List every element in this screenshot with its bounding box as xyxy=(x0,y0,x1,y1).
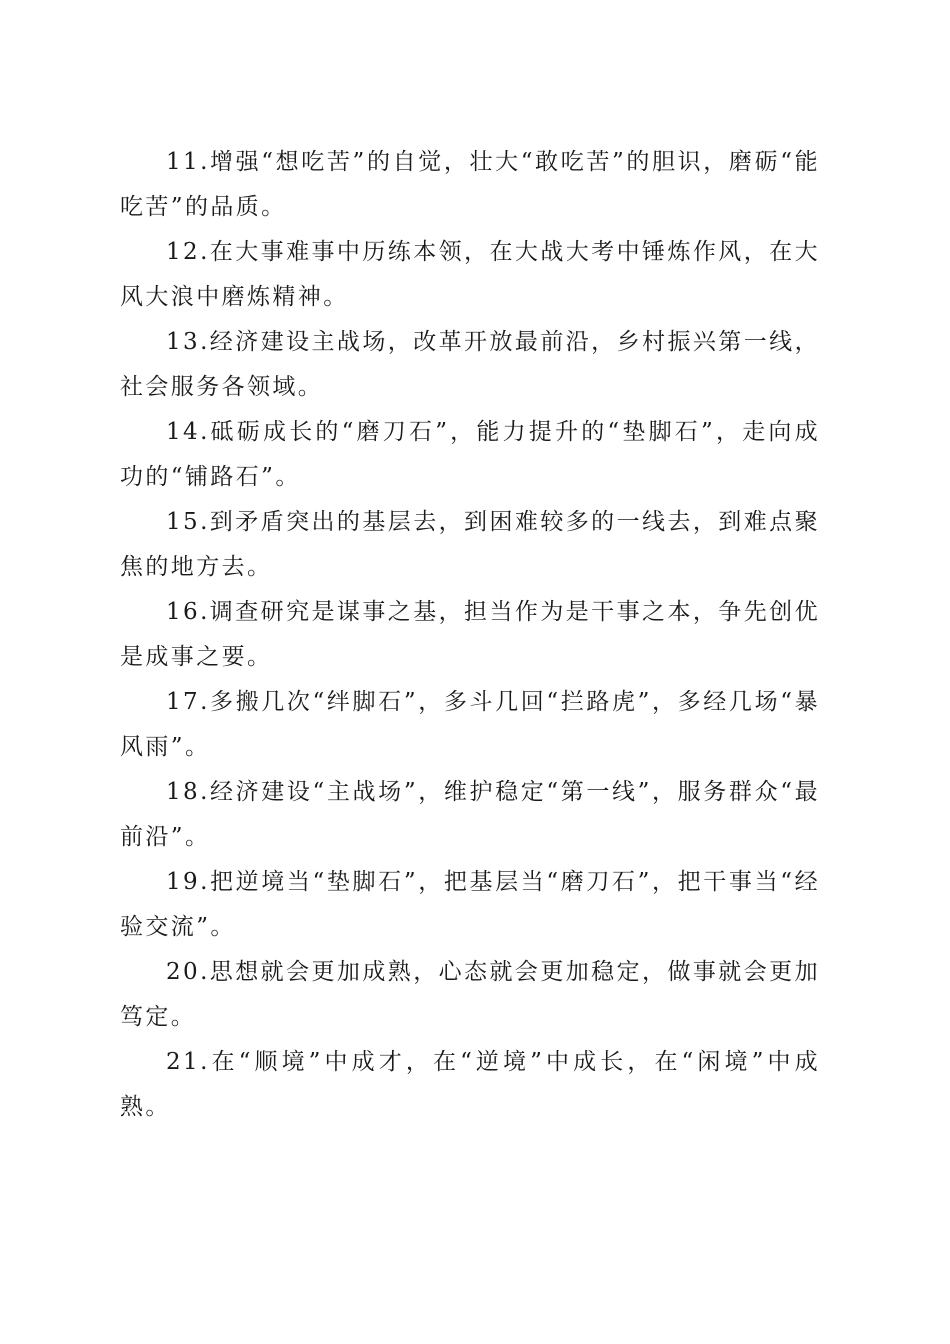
paragraph-item-15: 15.到矛盾突出的基层去，到困难较多的一线去，到难点聚焦的地方去。 xyxy=(120,509,820,580)
paragraph-item-16: 16.调查研究是谋事之基，担当作为是干事之本，争先创优是成事之要。 xyxy=(120,599,820,670)
paragraph-item-14: 14.砥砺成长的“磨刀石”，能力提升的“垫脚石”，走向成功的“铺路石”。 xyxy=(120,419,820,490)
paragraph-item-11: 11.增强“想吃苦”的自觉，壮大“敢吃苦”的胆识，磨砺“能吃苦”的品质。 xyxy=(120,149,820,220)
paragraph-item-20: 20.思想就会更加成熟，心态就会更加稳定，做事就会更加笃定。 xyxy=(120,959,820,1030)
paragraph-item-19: 19.把逆境当“垫脚石”，把基层当“磨刀石”，把干事当“经验交流”。 xyxy=(120,869,820,940)
paragraph-item-17: 17.多搬几次“绊脚石”，多斗几回“拦路虎”，多经几场“暴风雨”。 xyxy=(120,689,820,760)
document-body xyxy=(120,140,820,1130)
paragraph-item-12: 12.在大事难事中历练本领，在大战大考中锤炼作风，在大风大浪中磨炼精神。 xyxy=(120,239,820,310)
paragraph-item-18: 18.经济建设“主战场”，维护稳定“第一线”，服务群众“最前沿”。 xyxy=(120,779,820,850)
paragraph-item-21: 21.在“顺境”中成才，在“逆境”中成长，在“闲境”中成熟。 xyxy=(120,1049,820,1120)
paragraph-item-13: 13.经济建设主战场，改革开放最前沿，乡村振兴第一线，社会服务各领域。 xyxy=(120,329,820,400)
